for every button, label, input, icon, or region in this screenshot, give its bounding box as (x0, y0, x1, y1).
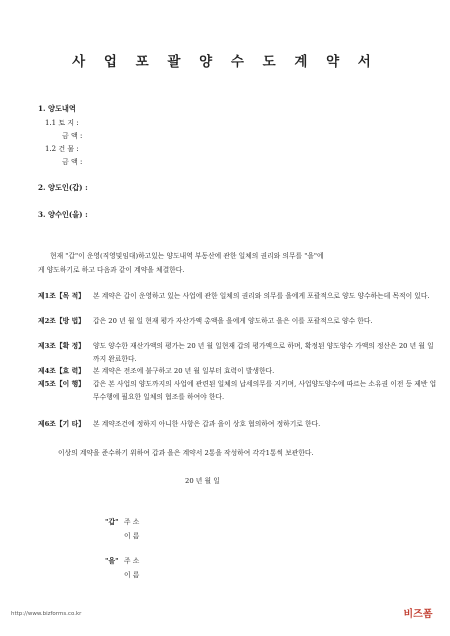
article-label: 제4조【효 력】 (38, 367, 85, 375)
article-3 (38, 340, 438, 365)
party-b-address: 주 소 (124, 557, 140, 565)
party-b-name: 이 름 (124, 571, 140, 579)
building-field-label: 1.2 건 물 : (45, 145, 79, 153)
bizforms-logo: 비즈폼 (403, 609, 433, 620)
party-a-label: "갑" (105, 518, 119, 526)
section-transferor: 2. 양도인(갑) : (38, 183, 88, 192)
article-label: 제6조【기 타】 (38, 420, 85, 428)
land-amount-label: 금 액 : (62, 132, 83, 140)
article-text: 양도 양수한 재산가액의 평가는 20 년 월 일현재 갑의 평가액으로 하며, 확정된 양도양수 가액의 정산은 20 년 월 일 까지 완료한다. (93, 342, 434, 363)
intro-line-1: 현재 "갑"이 운영(직영및임대)하고있는 양도내역 부동산에 관한 일체의 권리와 의무를 "을"에 (50, 252, 324, 260)
article-text: 본 계약은 전조에 불구하고 20 년 월 일부터 효력이 발생한다. (93, 367, 275, 375)
party-b-label: "을" (105, 557, 119, 565)
section-transfer-details: 1. 양도내역 (38, 104, 76, 113)
article-label: 제2조【방 법】 (38, 317, 85, 325)
article-text: 본 계약조건에 정하지 아니한 사항은 갑과 을이 상호 협의하여 정하기로 한다. (93, 420, 321, 428)
article-1 (38, 290, 438, 303)
article-label: 제1조【목 적】 (38, 292, 85, 300)
article-2 (38, 315, 438, 328)
party-a-address: 주 소 (124, 518, 140, 526)
article-text: 갑은 20 년 월 일 현재 평가 자산가액 총액을 을에게 양도하고 을은 이를 포괄적으로 양수 한다. (93, 317, 373, 325)
intro-line-2: 게 양도하기로 하고 다음과 같이 계약을 체결한다. (38, 266, 185, 274)
article-4 (38, 365, 438, 378)
contract-date: 20 년 월 일 (185, 477, 220, 485)
closing-statement: 이상의 계약을 준수하기 위하여 갑과 을은 계약서 2통을 작성하여 각각1통씩 보관한다. (58, 449, 314, 457)
building-amount-label: 금 액 : (62, 158, 83, 166)
article-text: 갑은 본 사업의 양도까지의 사업에 관련된 일체의 납세의무를 지키며, 사업양도양수에 따르는 소유권 이전 등 제반 업무수행에 필요한 일체의 협조를 하여야 한다. (93, 380, 437, 401)
document-title: 사 업 포 괄 양 수 도 계 약 서 (72, 54, 378, 70)
article-label: 제5조【이 행】 (38, 380, 85, 388)
article-text: 본 계약은 갑이 운영하고 있는 사업에 관한 일체의 권리와 의무를 을에게 포괄적으로 양도 양수하는데 목적이 있다. (93, 292, 430, 300)
footer-url[interactable]: http://www.bizforms.co.kr (11, 611, 82, 617)
party-a-name: 이 름 (124, 532, 140, 540)
article-label: 제3조【확 정】 (38, 342, 85, 350)
section-transferee: 3. 양수인(을) : (38, 210, 88, 219)
article-5 (38, 378, 438, 403)
article-6 (38, 418, 438, 431)
land-field-label: 1.1 토 지 : (45, 119, 79, 127)
